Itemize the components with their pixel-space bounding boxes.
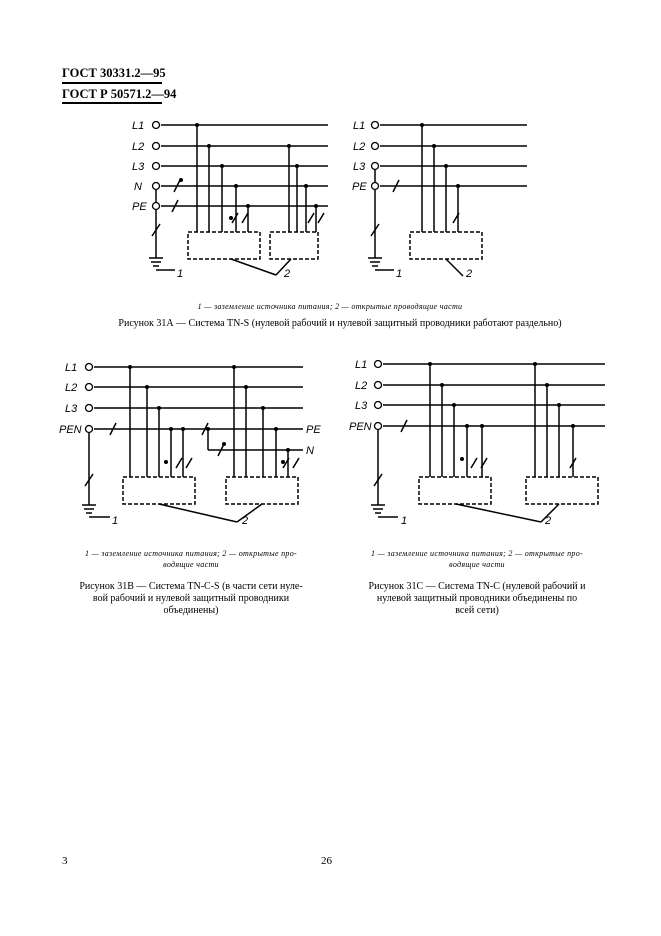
label-l3: L3 <box>132 161 145 173</box>
label-pen: PEN <box>59 424 82 436</box>
ref-1: 1 <box>401 515 408 527</box>
label-n: N <box>134 181 142 193</box>
label-pe: PE <box>352 181 367 193</box>
figure-31c-caption-line3: всей сети) <box>455 605 499 616</box>
ref-2: 2 <box>466 268 473 280</box>
label-n: N <box>306 445 314 457</box>
label-l3: L3 <box>353 161 366 173</box>
figure-31a-caption: Рисунок 31А — Система TN-S (нулевой рабочий и нулевой защитный проводники работают раздельно) <box>118 318 562 329</box>
figure-31b-caption-line3: объединены) <box>163 605 219 616</box>
figure-31c-legend-line2: водящие части <box>449 560 505 569</box>
label-l2: L2 <box>132 141 145 153</box>
figure-31c-caption <box>348 581 606 617</box>
ref-1: 1 <box>396 268 403 280</box>
label-l1: L1 <box>132 120 145 132</box>
figure-31c-legend-line1: 1 — заземление источника питания; 2 — открытые про- <box>370 549 583 558</box>
figure-31c-caption-line2: нулевой защитный проводники объединены по <box>376 593 578 604</box>
figure-31b-legend-line1: 1 — заземление источника питания; 2 — открытые про- <box>84 549 297 558</box>
standard-number-2: ГОСТ Р 50571.2—94 <box>62 87 177 101</box>
figure-31b-caption-line2: вой рабочий и нулевой защитный проводники <box>92 593 290 604</box>
label-l2: L2 <box>65 382 78 394</box>
label-l2: L2 <box>355 380 368 392</box>
figure-31c-legend <box>348 548 606 570</box>
page-number: 26 <box>321 855 332 867</box>
standard-number-1: ГОСТ 30331.2—95 <box>62 66 166 80</box>
label-pen: PEN <box>349 421 372 433</box>
figure-31b-caption <box>62 581 320 617</box>
footer-left-number: 3 <box>62 855 68 867</box>
ref-2: 2 <box>545 515 552 527</box>
figure-31b-legend-line2: водящие части <box>163 560 219 569</box>
figure-31a-legend: 1 — заземление источника питания; 2 — открытые проводящие части <box>197 302 463 311</box>
ref-2: 2 <box>284 268 291 280</box>
ref-1: 1 <box>177 268 184 280</box>
figure-31b-legend <box>62 548 320 570</box>
label-l2: L2 <box>353 141 366 153</box>
label-pe: PE <box>306 424 321 436</box>
ref-2: 2 <box>242 515 249 527</box>
label-l3: L3 <box>65 403 78 415</box>
label-l3: L3 <box>355 400 368 412</box>
label-pe: PE <box>132 201 147 213</box>
label-l1: L1 <box>355 359 368 371</box>
figure-31b-caption-line1: Рисунок 31В — Система TN-C-S (в части сети нуле- <box>79 581 303 592</box>
label-l1: L1 <box>353 120 366 132</box>
label-l1: L1 <box>65 362 78 374</box>
figure-31c-caption-line1: Рисунок 31С — Система TN-C (нулевой рабочий и <box>368 581 586 592</box>
ref-1: 1 <box>112 515 119 527</box>
